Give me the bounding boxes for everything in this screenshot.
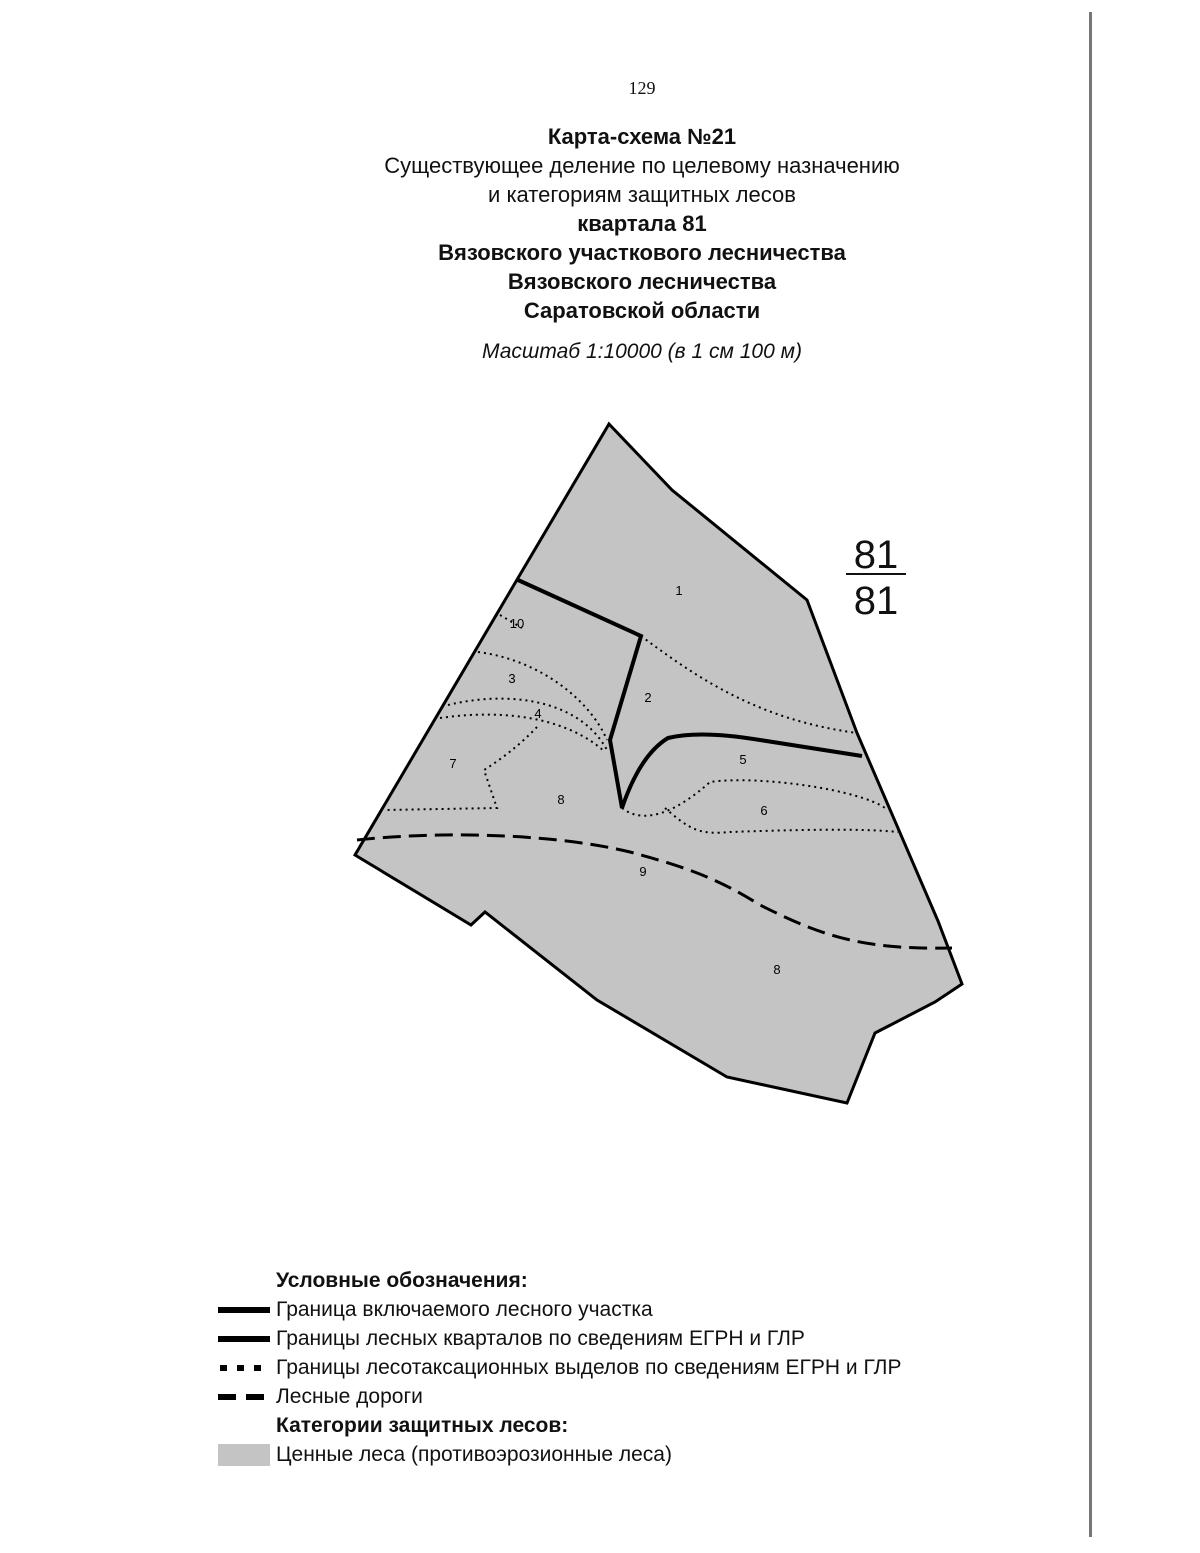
- title-line-1: Карта-схема №21: [547, 124, 737, 149]
- title-line-6: Вязовского лесничества: [507, 269, 777, 294]
- legend-item-quarter-boundary: [218, 1324, 901, 1353]
- dashed-line-symbol: [218, 1386, 270, 1408]
- page-edge-rule: [1089, 12, 1092, 1537]
- legend-label: Лесные дороги: [276, 1384, 423, 1408]
- title-line-3: и категориям защитных лесов: [488, 182, 796, 207]
- parcel-label-6: 6: [760, 803, 768, 818]
- forest-quarter-map: [0, 400, 1000, 1120]
- parcel-label-1: 1: [675, 583, 683, 598]
- title-line-2: Существующее деление по целевому назначению: [384, 153, 900, 178]
- legend-categories-heading: Категории защитных лесов:: [276, 1413, 569, 1437]
- legend-label: Ценные леса (противоэрозионные леса): [276, 1442, 672, 1466]
- legend-heading: Условные обозначения:: [276, 1268, 528, 1292]
- parcel-label-4: 4: [534, 706, 542, 721]
- quarter-81-boundary: [355, 424, 962, 1103]
- parcel-label-10: 10: [509, 616, 525, 631]
- dotted-line-symbol: [218, 1357, 270, 1379]
- thick-line-symbol: [218, 1299, 270, 1321]
- legend-label: Границы лесных кварталов по сведениям ЕГРН и ГЛР: [276, 1326, 805, 1350]
- fill-color-swatch: [218, 1444, 270, 1466]
- legend-item-subcompartment-boundary: [218, 1353, 901, 1382]
- title-line-7: Саратовской области: [523, 298, 761, 323]
- parcel-label-7: 7: [449, 756, 457, 771]
- parcel-label-5: 5: [739, 752, 747, 767]
- legend-item-included-parcel: [218, 1295, 901, 1324]
- legend-item-valuable-forest: [218, 1440, 901, 1469]
- legend-label: Границы лесотаксационных выделов по сведениям ЕГРН и ГЛР: [276, 1355, 902, 1379]
- parcel-label-2: 2: [644, 690, 652, 705]
- legend-item-forest-road: [218, 1382, 901, 1411]
- parcel-label-8a: 8: [557, 792, 565, 807]
- page-number: 129: [628, 78, 656, 98]
- parcel-label-9: 9: [639, 864, 647, 879]
- parcel-label-8b: 8: [773, 962, 781, 977]
- map-legend: [218, 1266, 901, 1469]
- solid-line-symbol: [218, 1328, 270, 1350]
- quarter-number-bottom: 81: [853, 579, 899, 623]
- map-scale: Масштаб 1:10000 (в 1 см 100 м): [482, 340, 802, 363]
- parcel-label-3: 3: [508, 671, 516, 686]
- title-line-5: Вязовского участкового лесничества: [438, 240, 846, 265]
- title-line-4: квартала 81: [577, 211, 707, 236]
- legend-label: Граница включаемого лесного участка: [276, 1297, 653, 1321]
- quarter-number-top: 81: [853, 533, 899, 577]
- map-title: [0, 122, 1200, 325]
